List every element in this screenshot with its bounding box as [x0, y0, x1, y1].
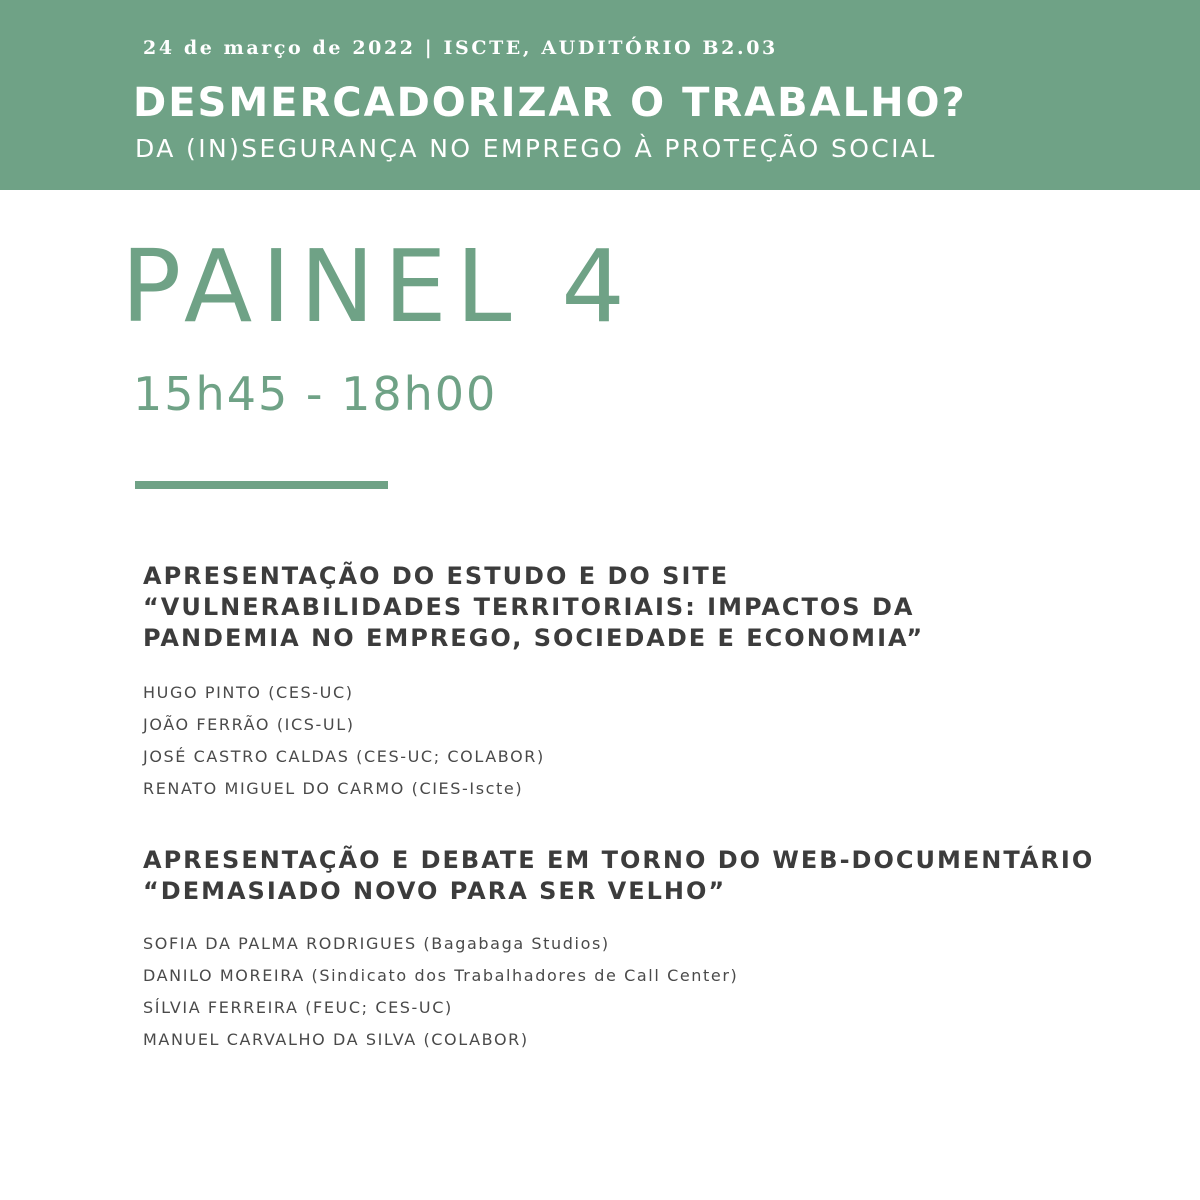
- header-banner: [0, 0, 1200, 190]
- event-subtitle: DA (IN)SEGURANÇA NO EMPREGO À PROTEÇÃO SOCIAL: [135, 134, 937, 163]
- event-date-location: 24 de março de 2022 | ISCTE, AUDITÓRIO B2.03: [143, 37, 778, 59]
- speaker-item: SOFIA DA PALMA RODRIGUES (Bagabaga Studios): [143, 934, 610, 953]
- speaker-item: MANUEL CARVALHO DA SILVA (COLABOR): [143, 1030, 529, 1049]
- panel-time: 15h45 - 18h00: [133, 367, 498, 421]
- session-title-line: “VULNERABILIDADES TERRITORIAIS: IMPACTOS DA: [143, 593, 915, 621]
- speaker-item: HUGO PINTO (CES-UC): [143, 683, 354, 702]
- session-title: [143, 845, 1163, 907]
- divider: [135, 481, 388, 489]
- speaker-list: [143, 677, 1163, 805]
- speaker-item: JOSÉ CASTRO CALDAS (CES-UC; COLABOR): [143, 747, 545, 766]
- session-title-line: PANDEMIA NO EMPREGO, SOCIEDADE E ECONOMIA”: [143, 624, 925, 652]
- speaker-item: DANILO MOREIRA (Sindicato dos Trabalhadores de Call Center): [143, 966, 739, 985]
- speaker-item: SÍLVIA FERREIRA (FEUC; CES-UC): [143, 998, 453, 1017]
- session-title-line: “DEMASIADO NOVO PARA SER VELHO”: [143, 877, 727, 905]
- speaker-list: [143, 928, 1163, 1056]
- panel-title: PAINEL 4: [121, 228, 634, 345]
- session-title: [143, 561, 1163, 654]
- session-title-line: APRESENTAÇÃO DO ESTUDO E DO SITE: [143, 562, 730, 590]
- speaker-item: JOÃO FERRÃO (ICS-UL): [143, 715, 355, 734]
- event-title: DESMERCADORIZAR O TRABALHO?: [133, 80, 967, 126]
- speaker-item: RENATO MIGUEL DO CARMO (CIES-Iscte): [143, 779, 524, 798]
- session-web-documentary-debate: [143, 845, 1163, 1056]
- session-study-presentation: [143, 561, 1163, 805]
- session-title-line: APRESENTAÇÃO E DEBATE EM TORNO DO WEB-DOCUMENTÁRIO: [143, 846, 1095, 874]
